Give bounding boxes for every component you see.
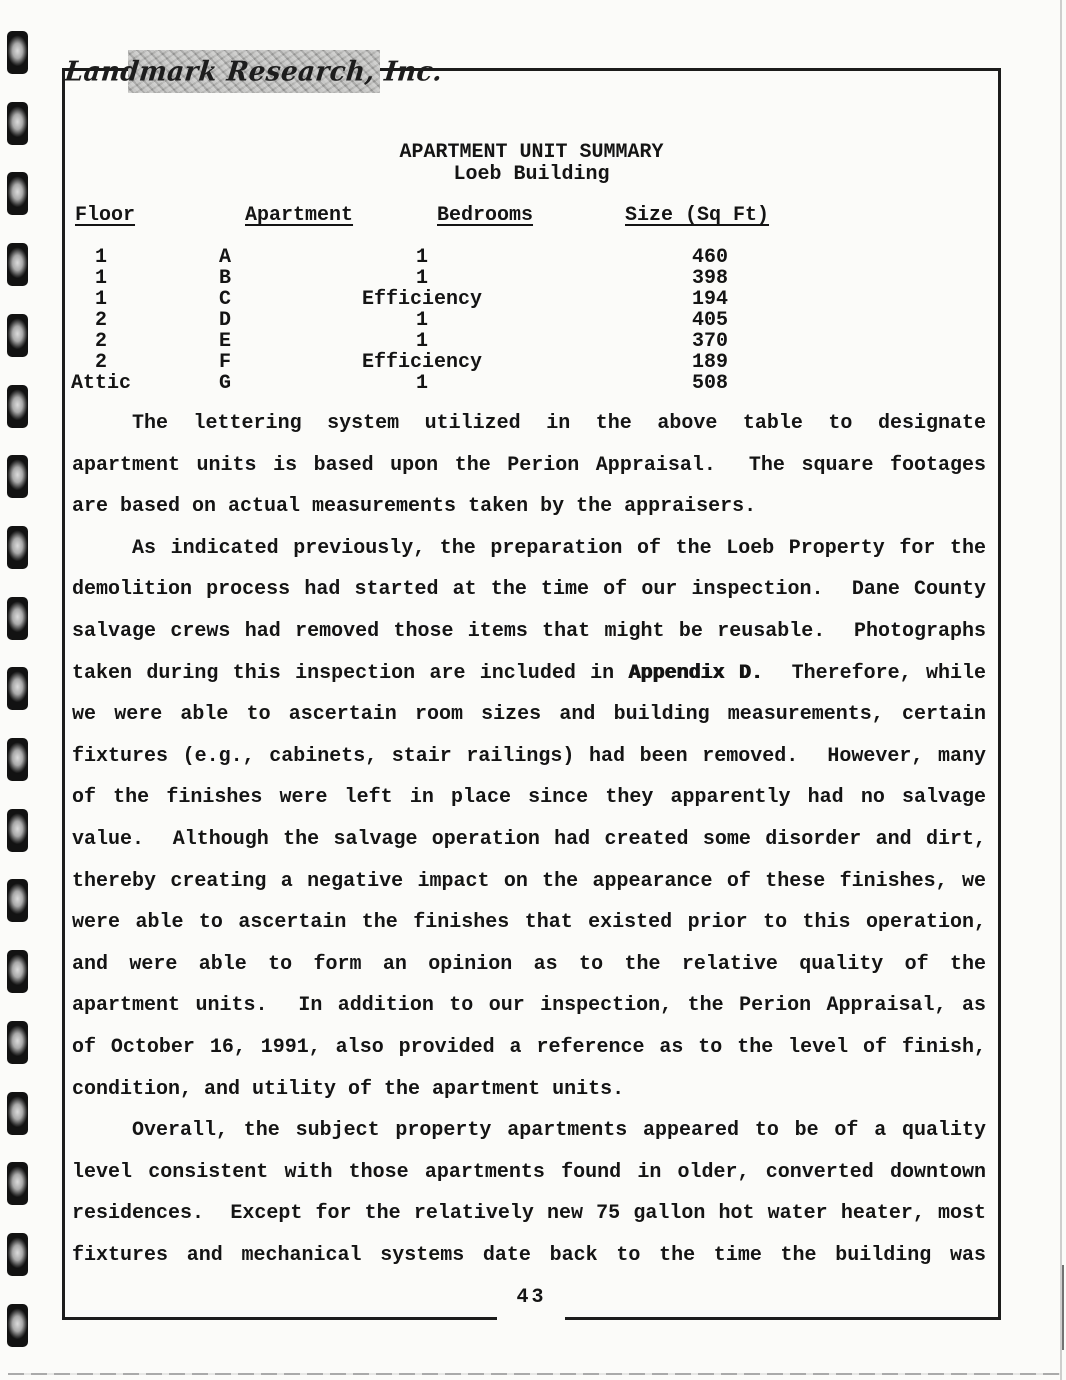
text-line: fixtures (e.g., cabinets, stair railings) had been removed. However, many bbox=[72, 744, 986, 768]
text-line: apartment units. In addition to our inspection, the Perion Appraisal, as bbox=[72, 994, 986, 1018]
table-row bbox=[70, 310, 990, 331]
table-subtitle: Loeb Building bbox=[453, 163, 610, 186]
table-row bbox=[70, 331, 990, 352]
column-header: Bedrooms bbox=[437, 204, 534, 227]
scan-edge-right-line bbox=[1060, 0, 1062, 1380]
table-row bbox=[70, 247, 990, 268]
table-cell: 1 bbox=[94, 267, 107, 290]
column-header: Size (Sq Ft) bbox=[625, 204, 770, 227]
table-title-block bbox=[62, 142, 1001, 186]
text-line: salvage crews had removed those items that might be reusable. Photographs bbox=[72, 619, 986, 643]
table-cell: 370 bbox=[691, 330, 728, 353]
table-cell: 405 bbox=[691, 309, 728, 332]
text-line: As indicated previously, the preparation of the Loeb Property for the bbox=[132, 536, 986, 560]
binder-hole-mark bbox=[7, 31, 28, 74]
text-line: fixtures and mechanical systems date back to the time the building was bbox=[72, 1243, 986, 1267]
table-row bbox=[70, 373, 990, 394]
binder-hole-mark bbox=[7, 172, 28, 215]
column-header: Apartment bbox=[245, 204, 354, 227]
table-cell: 398 bbox=[691, 267, 728, 290]
binder-hole-mark bbox=[7, 738, 28, 781]
bold-text: Appendix D. bbox=[628, 661, 763, 685]
binder-hole-mark bbox=[7, 809, 28, 852]
text-line: apartment units is based upon the Perion Appraisal. The square footages bbox=[72, 453, 986, 477]
text-line: value. Although the salvage operation had created some disorder and dirt, bbox=[72, 827, 986, 851]
binder-hole-mark bbox=[7, 597, 28, 640]
table-cell: 1 bbox=[415, 372, 428, 395]
text-line: condition, and utility of the apartment units. bbox=[72, 1077, 625, 1101]
table-cell: 2 bbox=[94, 309, 107, 332]
table-cell: A bbox=[218, 246, 231, 269]
table-cell: F bbox=[218, 351, 231, 374]
apartment-table bbox=[70, 247, 990, 394]
binder-hole-mark bbox=[7, 1021, 28, 1064]
binder-hole-mark bbox=[7, 526, 28, 569]
text-line: Overall, the subject property apartments appeared to be of a quality bbox=[132, 1119, 986, 1143]
table-cell: 1 bbox=[415, 267, 428, 290]
scan-edge-bottom-line bbox=[8, 1373, 1060, 1375]
text-line: were able to ascertain the finishes that existed prior to this operation, bbox=[72, 911, 986, 935]
binder-hole-mark bbox=[7, 1233, 28, 1276]
table-cell: B bbox=[218, 267, 231, 290]
column-header: Floor bbox=[75, 204, 136, 227]
table-title: APARTMENT UNIT SUMMARY bbox=[399, 141, 664, 164]
binder-hole-mark bbox=[7, 102, 28, 145]
text-line: we were able to ascertain room sizes and building measurements, certain bbox=[72, 703, 986, 727]
body-text bbox=[72, 403, 986, 1276]
binder-hole-mark bbox=[7, 879, 28, 922]
text-line: residences. Except for the relatively new 75 gallon hot water heater, most bbox=[72, 1202, 986, 1226]
logo-text: Landmark Research, Inc. bbox=[63, 55, 445, 88]
table-cell: E bbox=[218, 330, 231, 353]
table-row bbox=[70, 352, 990, 373]
table-cell: 1 bbox=[415, 246, 428, 269]
text-line: The lettering system utilized in the above table to designate bbox=[132, 412, 986, 435]
landmark-research-logo bbox=[63, 50, 445, 93]
binder-hole-mark bbox=[7, 455, 28, 498]
page-number: 43 bbox=[516, 1286, 547, 1309]
frame-bottom-border-left bbox=[65, 1317, 497, 1320]
text-line: of October 16, 1991, also provided a reference as to the level of finish, bbox=[72, 1035, 986, 1059]
table-cell: G bbox=[218, 372, 231, 395]
table-cell: 1 bbox=[94, 288, 107, 311]
table-cell: Efficiency bbox=[361, 351, 483, 374]
text-line: and were able to form an opinion as to the relative quality of the bbox=[72, 952, 986, 976]
table-cell: 2 bbox=[94, 330, 107, 353]
scan-edge-right-mark bbox=[1062, 1265, 1064, 1350]
table-cell: C bbox=[218, 288, 231, 311]
table-cell: D bbox=[218, 309, 231, 332]
text-line: level consistent with those apartments found in older, converted downtown bbox=[72, 1160, 986, 1184]
text-line: of the finishes were left in place since they apparently had no salvage bbox=[72, 786, 986, 810]
table-cell: 2 bbox=[94, 351, 107, 374]
binder-hole-mark bbox=[7, 1162, 28, 1205]
table-cell: 1 bbox=[94, 246, 107, 269]
frame-bottom-border-right bbox=[565, 1317, 998, 1320]
table-cell: 508 bbox=[691, 372, 728, 395]
binder-hole-mark bbox=[7, 314, 28, 357]
table-cell: Attic bbox=[70, 372, 131, 395]
table-row bbox=[70, 289, 990, 310]
table-cell: 1 bbox=[415, 330, 428, 353]
binder-hole-mark bbox=[7, 667, 28, 710]
table-cell: 189 bbox=[691, 351, 728, 374]
table-row bbox=[70, 268, 990, 289]
text-line: taken during this inspection are included in Appendix D. Therefore, while bbox=[72, 661, 986, 685]
binder-strip bbox=[0, 0, 40, 1380]
table-cell: 1 bbox=[415, 309, 428, 332]
binder-hole-mark bbox=[7, 950, 28, 993]
binder-hole-mark bbox=[7, 243, 28, 286]
binder-hole-mark bbox=[7, 385, 28, 428]
text-line: thereby creating a negative impact on the appearance of these finishes, we bbox=[72, 869, 986, 893]
binder-hole-mark bbox=[7, 1092, 28, 1135]
table-cell: 194 bbox=[691, 288, 728, 311]
table-header-row bbox=[70, 204, 990, 228]
binder-hole-mark bbox=[7, 1304, 28, 1347]
table-cell: Efficiency bbox=[361, 288, 483, 311]
table-cell: 460 bbox=[691, 246, 728, 269]
text-line: are based on actual measurements taken by the appraisers. bbox=[72, 495, 757, 519]
text-line: demolition process had started at the time of our inspection. Dane County bbox=[72, 578, 986, 602]
